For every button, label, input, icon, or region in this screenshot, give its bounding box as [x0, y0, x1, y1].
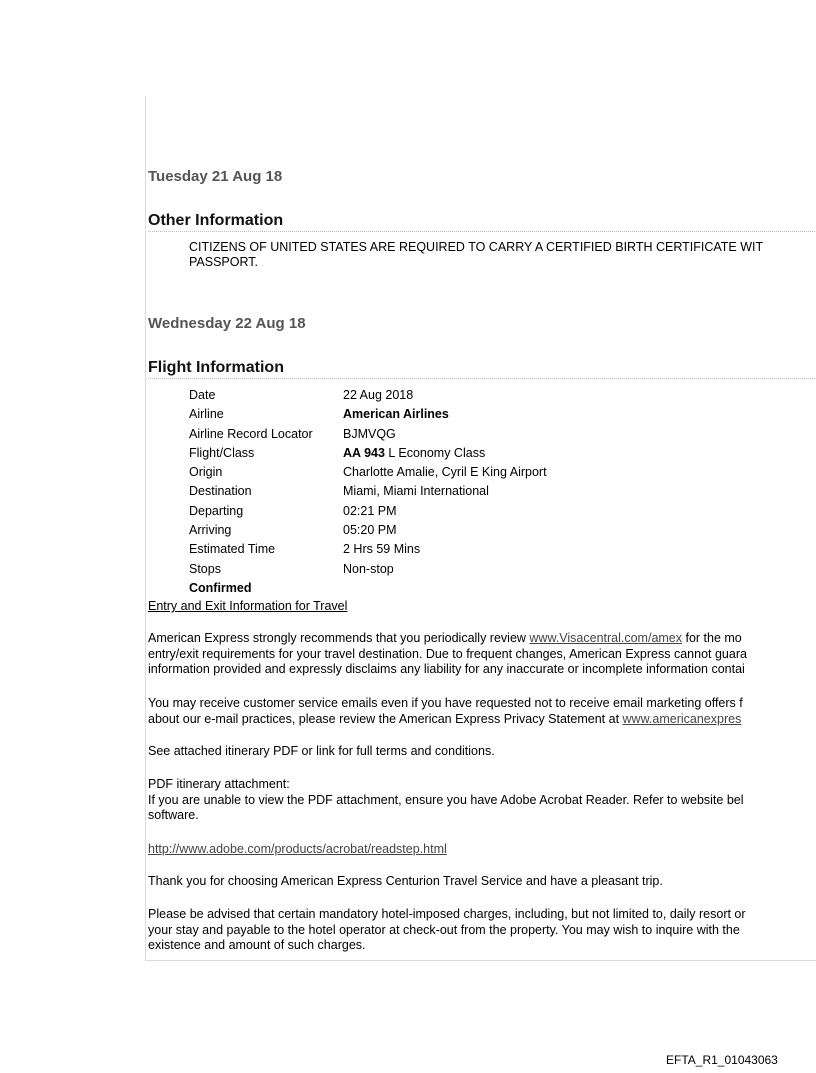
- flight-row-departing: [189, 502, 547, 521]
- pdf-paragraph-line-1: PDF itinerary attachment:: [148, 777, 290, 791]
- pdf-paragraph-line-2: If you are unable to view the PDF attachment, ensure you have Adobe Acrobat Reader. Refer to website bel: [148, 792, 744, 807]
- other-information-heading: Other Information: [148, 212, 816, 232]
- flight-row-estimated-time: [189, 540, 547, 559]
- flight-label: Destination: [189, 484, 252, 499]
- day-heading-tuesday: Tuesday 21 Aug 18: [148, 168, 283, 185]
- flight-row-date: [189, 386, 547, 405]
- flight-value: 05:20 PM: [343, 523, 397, 538]
- flight-value: Miami, Miami International: [343, 484, 489, 499]
- hotel-paragraph-line-2: your stay and payable to the hotel operator at check-out from the property. You may wish to inquire with the: [148, 922, 740, 937]
- booking-status: Confirmed: [189, 581, 252, 595]
- flight-value: Non-stop: [343, 561, 394, 576]
- other-information-line-2: PASSPORT.: [189, 255, 259, 269]
- terms-text: See attached itinerary PDF or link for full terms and conditions.: [148, 744, 495, 758]
- pdf-attachment-paragraph: [148, 777, 744, 824]
- amex-paragraph-line-3: information provided and expressly disclaims any liability for any inaccurate or incomplete information contai: [148, 662, 745, 676]
- visacentral-link[interactable]: www.Visacentral.com/amex: [529, 631, 683, 645]
- flight-value: 2 Hrs 59 Mins: [343, 542, 421, 557]
- flight-label: Estimated Time: [189, 542, 276, 557]
- flight-row-record-locator: [189, 425, 547, 444]
- flight-value: BJMVQG: [343, 426, 396, 441]
- flight-information-heading: Flight Information: [148, 359, 816, 379]
- flight-label: Departing: [189, 503, 244, 518]
- airline-name: American Airlines: [343, 407, 449, 422]
- flight-value: 22 Aug 2018: [343, 388, 414, 402]
- itinerary-content: [145, 96, 816, 961]
- email-line-2-text: about our e-mail practices, please review the American Express Privacy Statement at: [148, 711, 623, 726]
- pdf-paragraph-line-3: software.: [148, 808, 199, 822]
- flight-label: Airline: [189, 407, 224, 422]
- email-notice-paragraph: [148, 696, 743, 727]
- day-heading-wednesday: Wednesday 22 Aug 18: [148, 315, 306, 332]
- hotel-paragraph-line-1: Please be advised that certain mandatory hotel-imposed charges, including, but not limited to, daily resort or: [148, 907, 746, 921]
- flight-row-destination: [189, 482, 547, 501]
- flight-label: Date: [189, 388, 216, 402]
- flight-class: L Economy Class: [384, 445, 486, 460]
- flight-row-arriving: [189, 521, 547, 540]
- amex-recommendation-paragraph: [148, 631, 747, 678]
- email-paragraph-line-1: You may receive customer service emails even if you have requested not to receive email marketing offers f: [148, 696, 743, 710]
- flight-details-table: [189, 386, 547, 579]
- flight-value: Charlotte Amalie, Cyril E King Airport: [343, 465, 547, 480]
- amex-paragraph-line-1: [148, 631, 747, 647]
- flight-value: [343, 405, 449, 424]
- other-information-text: [189, 240, 763, 270]
- flight-label: Airline Record Locator: [189, 426, 313, 441]
- flight-label: Origin: [189, 465, 223, 480]
- flight-number: AA 943: [343, 445, 385, 460]
- flight-value: [343, 444, 485, 463]
- email-paragraph-line-2: [148, 712, 743, 728]
- flight-value: 02:21 PM: [343, 503, 397, 518]
- flight-label: Stops: [189, 561, 221, 576]
- other-information-line-1: CITIZENS OF UNITED STATES ARE REQUIRED TO CARRY A CERTIFIED BIRTH CERTIFICATE WIT: [189, 240, 764, 254]
- document-id: EFTA_R1_01043063: [666, 1053, 778, 1067]
- amex-paragraph-line-2: entry/exit requirements for your travel destination. Due to frequent changes, American Express cannot guara: [148, 646, 747, 661]
- hotel-paragraph-line-3: existence and amount of such charges.: [148, 938, 366, 952]
- flight-row-stops: [189, 560, 547, 579]
- amex-line-1-text: American Express strongly recommends that you periodically review: [148, 631, 530, 645]
- entry-exit-information-link[interactable]: Entry and Exit Information for Travel: [148, 599, 348, 613]
- amex-line-1-text-end: for the mo: [682, 631, 742, 645]
- adobe-reader-link[interactable]: http://www.adobe.com/products/acrobat/readstep.html: [148, 842, 447, 856]
- thank-you-text: Thank you for choosing American Express Centurion Travel Service and have a pleasant trip.: [148, 874, 663, 888]
- flight-label: Arriving: [189, 523, 232, 538]
- hotel-charges-paragraph: [148, 907, 746, 954]
- flight-row-origin: [189, 463, 547, 482]
- flight-label: Flight/Class: [189, 445, 255, 460]
- privacy-statement-link[interactable]: www.americanexpres: [622, 711, 742, 726]
- flight-row-airline: [189, 405, 547, 424]
- flight-row-flight-class: [189, 444, 547, 463]
